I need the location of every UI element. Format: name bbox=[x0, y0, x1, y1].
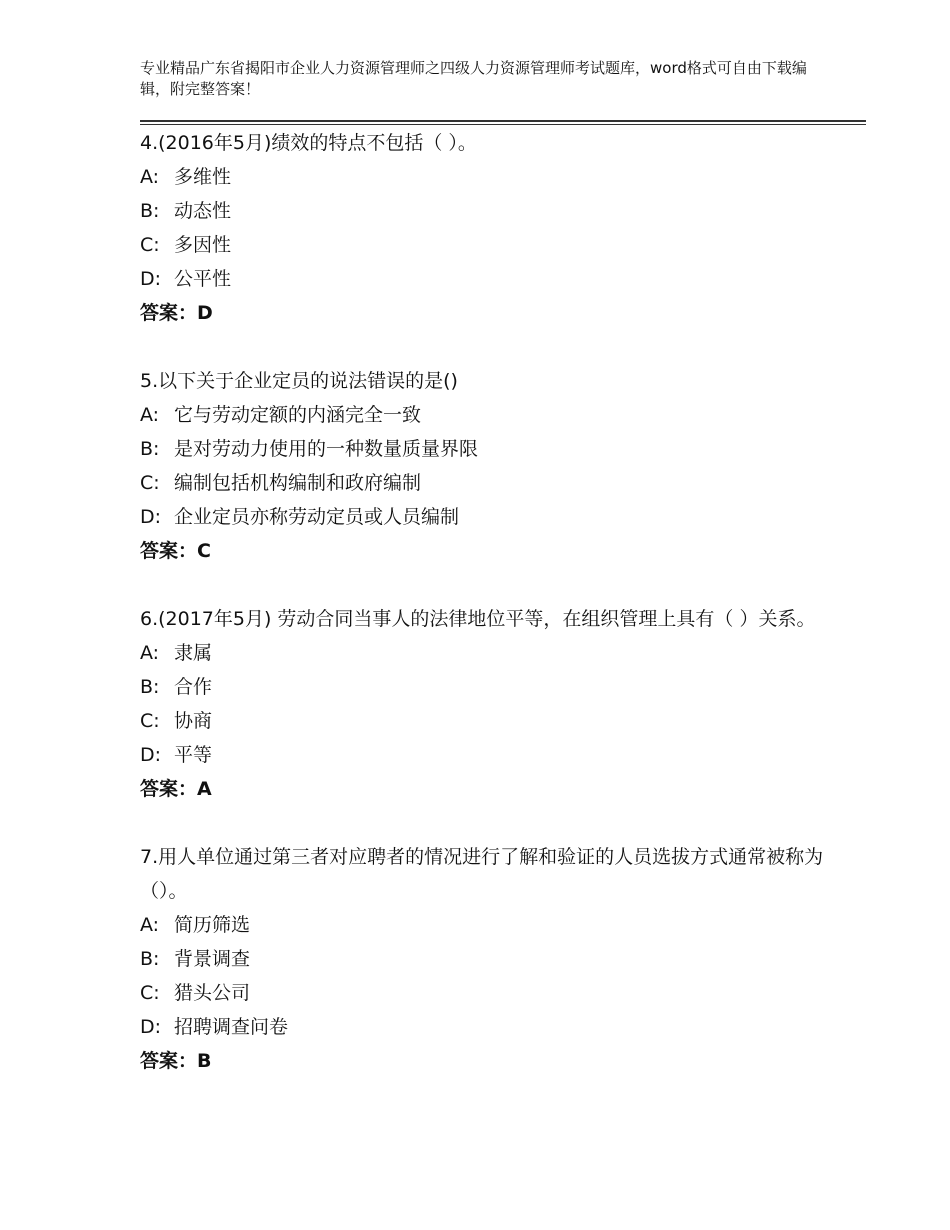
option-c bbox=[140, 466, 840, 500]
option-text: 背景调查 bbox=[174, 948, 251, 970]
option-d bbox=[140, 500, 840, 534]
header-rule-thin bbox=[140, 124, 866, 125]
option-c bbox=[140, 976, 840, 1010]
question-4 bbox=[140, 126, 840, 330]
question-list bbox=[140, 126, 840, 1112]
option-key: C: bbox=[140, 982, 160, 1004]
option-text: 隶属 bbox=[174, 642, 213, 664]
option-text: 多维性 bbox=[174, 166, 232, 188]
answer-line: 答案：B bbox=[140, 1050, 212, 1072]
option-key: B: bbox=[140, 200, 160, 222]
option-c bbox=[140, 228, 840, 262]
question-stem: 7.用人单位通过第三者对应聘者的情况进行了解和验证的人员选拔方式通常被称为（）。 bbox=[140, 846, 824, 902]
option-key: B: bbox=[140, 438, 160, 460]
option-key: D: bbox=[140, 1016, 162, 1038]
question-stem: 4.(2016年5月)绩效的特点不包括（ ）。 bbox=[140, 132, 477, 154]
option-text: 动态性 bbox=[174, 200, 232, 222]
option-key: C: bbox=[140, 472, 160, 494]
option-text: 招聘调查问卷 bbox=[174, 1016, 289, 1038]
option-text: 公平性 bbox=[174, 268, 232, 290]
question-7 bbox=[140, 840, 840, 1078]
question-stem: 6.(2017年5月) 劳动合同当事人的法律地位平等，在组织管理上具有（ ）关系。 bbox=[140, 608, 816, 630]
option-text: 猎头公司 bbox=[174, 982, 251, 1004]
option-a bbox=[140, 908, 840, 942]
option-d bbox=[140, 262, 840, 296]
answer-line: 答案：C bbox=[140, 540, 211, 562]
option-a bbox=[140, 636, 840, 670]
option-text: 合作 bbox=[174, 676, 213, 698]
option-b bbox=[140, 432, 840, 466]
option-b bbox=[140, 194, 840, 228]
option-text: 是对劳动力使用的一种数量质量界限 bbox=[174, 438, 479, 460]
option-key: A: bbox=[140, 404, 160, 426]
option-key: C: bbox=[140, 710, 160, 732]
option-key: D: bbox=[140, 506, 162, 528]
question-stem: 5.以下关于企业定员的说法错误的是() bbox=[140, 370, 458, 392]
option-text: 简历筛选 bbox=[174, 914, 251, 936]
header-rule-thick bbox=[140, 120, 866, 122]
question-5 bbox=[140, 364, 840, 568]
option-key: A: bbox=[140, 166, 160, 188]
option-b bbox=[140, 670, 840, 704]
option-key: C: bbox=[140, 234, 160, 256]
option-d bbox=[140, 1010, 840, 1044]
option-key: B: bbox=[140, 676, 160, 698]
option-key: A: bbox=[140, 642, 160, 664]
option-c bbox=[140, 704, 840, 738]
option-a bbox=[140, 398, 840, 432]
option-key: B: bbox=[140, 948, 160, 970]
option-key: D: bbox=[140, 744, 162, 766]
answer-line: 答案：A bbox=[140, 778, 212, 800]
document-header: 专业精品广东省揭阳市企业人力资源管理师之四级人力资源管理师考试题库，word格式可自由下载编辑，附完整答案！ bbox=[140, 59, 807, 98]
option-b bbox=[140, 942, 840, 976]
option-text: 编制包括机构编制和政府编制 bbox=[174, 472, 422, 494]
option-d bbox=[140, 738, 840, 772]
option-text: 它与劳动定额的内涵完全一致 bbox=[174, 404, 422, 426]
option-text: 平等 bbox=[174, 744, 213, 766]
option-a bbox=[140, 160, 840, 194]
option-key: A: bbox=[140, 914, 160, 936]
option-text: 协商 bbox=[174, 710, 213, 732]
question-6 bbox=[140, 602, 840, 806]
option-text: 多因性 bbox=[174, 234, 232, 256]
option-key: D: bbox=[140, 268, 162, 290]
option-text: 企业定员亦称劳动定员或人员编制 bbox=[174, 506, 460, 528]
answer-line: 答案：D bbox=[140, 302, 213, 324]
